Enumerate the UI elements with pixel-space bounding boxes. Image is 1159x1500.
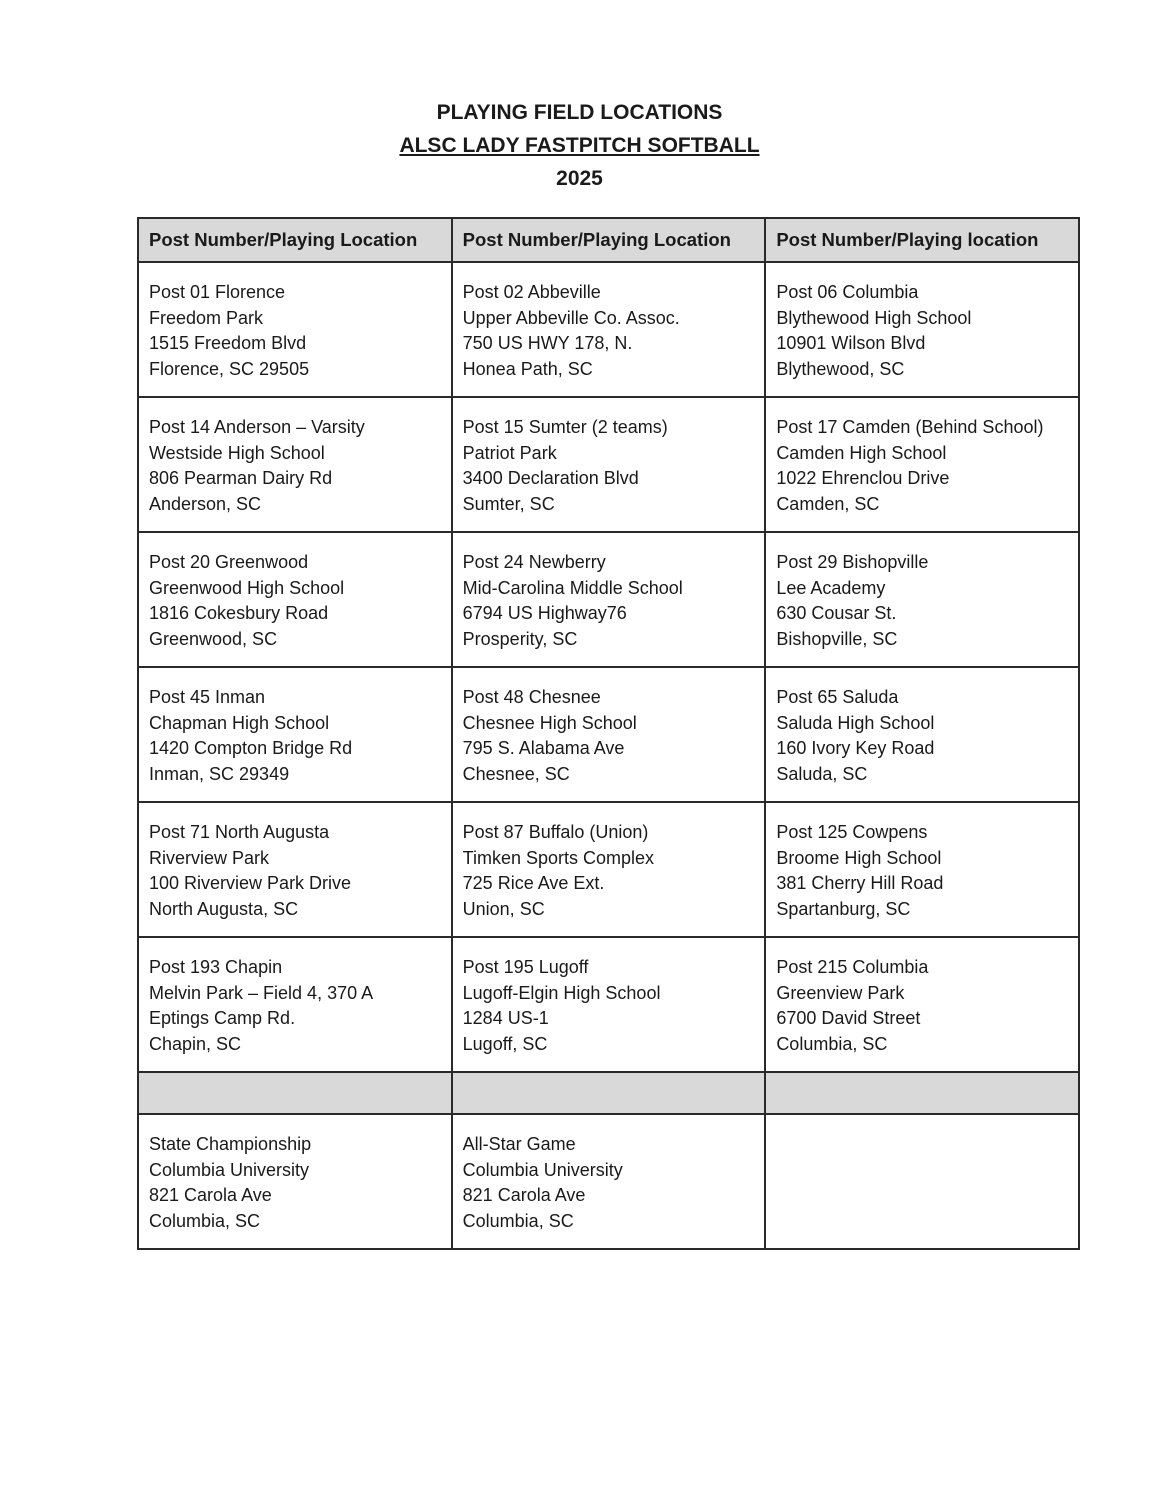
location-line: 750 US HWY 178, N. (462, 333, 633, 353)
location-line: 821 Carola Ave (149, 1185, 272, 1205)
location-line: Chesnee, SC (462, 763, 570, 784)
location-cell (452, 667, 766, 802)
location-line: Post 125 Cowpens (776, 822, 928, 842)
location-line: Post 48 Chesnee (462, 687, 601, 707)
table-row (138, 937, 1079, 1072)
location-line: Columbia University (462, 1159, 623, 1180)
location-line: 821 Carola Ave (462, 1185, 586, 1205)
table-row (138, 262, 1079, 397)
location-line: Columbia, SC (776, 1033, 888, 1054)
location-line: Upper Abbeville Co. Assoc. (462, 307, 680, 328)
location-line: Union, SC (462, 898, 545, 919)
location-cell (765, 262, 1079, 397)
column-header: Post Number/Playing Location (138, 218, 452, 262)
location-line: 10901 Wilson Blvd (776, 333, 926, 353)
location-line: Chapin, SC (149, 1033, 242, 1054)
location-line: Columbia, SC (462, 1210, 574, 1231)
table-row (138, 802, 1079, 937)
location-line: Post 01 Florence (149, 282, 286, 302)
location-line: Blythewood, SC (776, 358, 905, 379)
location-line: Post 24 Newberry (462, 552, 606, 572)
location-line: 160 Ivory Key Road (776, 738, 935, 758)
location-line: 100 Riverview Park Drive (149, 873, 352, 893)
location-cell (452, 397, 766, 532)
location-cell (452, 802, 766, 937)
document-title (0, 96, 1159, 195)
location-line: Riverview Park (149, 847, 270, 868)
location-line: 725 Rice Ave Ext. (462, 873, 605, 893)
location-line: 1420 Compton Bridge Rd (149, 738, 353, 758)
location-line: Post 195 Lugoff (462, 957, 589, 977)
location-line: Columbia, SC (149, 1210, 261, 1231)
location-line: Melvin Park – Field 4, 370 A (149, 982, 374, 1003)
location-line: Broome High School (776, 847, 942, 868)
location-line: 6700 David Street (776, 1008, 921, 1028)
location-cell (765, 802, 1079, 937)
location-line: 3400 Declaration Blvd (462, 468, 639, 488)
location-line: Greenview Park (776, 982, 905, 1003)
location-line: 630 Cousar St. (776, 603, 897, 623)
location-line: Timken Sports Complex (462, 847, 655, 868)
location-line: Westside High School (149, 442, 325, 463)
location-cell (765, 397, 1079, 532)
location-cell (452, 1114, 766, 1249)
location-line: State Championship (149, 1134, 312, 1154)
location-cell (138, 1114, 452, 1249)
location-line: Blythewood High School (776, 307, 972, 328)
title-line-1: PLAYING FIELD LOCATIONS (436, 101, 723, 124)
location-line: Post 193 Chapin (149, 957, 283, 977)
location-line: Post 20 Greenwood (149, 552, 309, 572)
location-line: Eptings Camp Rd. (149, 1008, 296, 1028)
location-cell (765, 937, 1079, 1072)
location-line: 1022 Ehrenclou Drive (776, 468, 950, 488)
location-line: Anderson, SC (149, 493, 262, 514)
location-line: Post 215 Columbia (776, 957, 929, 977)
location-line: Chapman High School (149, 712, 330, 733)
location-line: Lee Academy (776, 577, 886, 598)
location-line: North Augusta, SC (149, 898, 299, 919)
location-line: Post 14 Anderson – Varsity (149, 417, 365, 437)
location-line: Saluda High School (776, 712, 935, 733)
location-line: Post 15 Sumter (2 teams) (462, 417, 668, 437)
location-cell (138, 262, 452, 397)
location-line: 1284 US-1 (462, 1008, 549, 1028)
spacer-cell (452, 1072, 766, 1114)
table-row (138, 667, 1079, 802)
spacer-cell (138, 1072, 452, 1114)
location-cell (765, 1114, 1079, 1249)
location-line: All-Star Game (462, 1134, 576, 1154)
location-cell (138, 397, 452, 532)
table-row (138, 397, 1079, 532)
location-line: Post 29 Bishopville (776, 552, 929, 572)
location-line: Lugoff-Elgin High School (462, 982, 661, 1003)
location-cell (138, 532, 452, 667)
location-line: Post 17 Camden (Behind School) (776, 417, 1044, 437)
location-line: Inman, SC 29349 (149, 763, 290, 784)
location-line: Post 87 Buffalo (Union) (462, 822, 649, 842)
location-line: 381 Cherry Hill Road (776, 873, 944, 893)
column-header: Post Number/Playing location (765, 218, 1079, 262)
location-line: Sumter, SC (462, 493, 555, 514)
title-line-3: 2025 (556, 167, 603, 190)
location-cell (452, 937, 766, 1072)
location-cell (138, 802, 452, 937)
location-cell (138, 937, 452, 1072)
location-line: Post 45 Inman (149, 687, 266, 707)
table-body (138, 262, 1079, 1249)
location-line: Post 65 Saluda (776, 687, 899, 707)
location-line: Mid-Carolina Middle School (462, 577, 683, 598)
location-line: Camden High School (776, 442, 947, 463)
location-line: Chesnee High School (462, 712, 637, 733)
location-line: Camden, SC (776, 493, 880, 514)
location-line: Spartanburg, SC (776, 898, 911, 919)
locations-table (137, 217, 1080, 1250)
location-line: Honea Path, SC (462, 358, 593, 379)
location-cell (765, 667, 1079, 802)
location-line: Florence, SC 29505 (149, 358, 310, 379)
location-line: 1515 Freedom Blvd (149, 333, 307, 353)
location-line: 6794 US Highway76 (462, 603, 627, 623)
location-line: 806 Pearman Dairy Rd (149, 468, 333, 488)
header-row (138, 218, 1079, 262)
location-line: Columbia University (149, 1159, 310, 1180)
spacer-cell (765, 1072, 1079, 1114)
location-line: Patriot Park (462, 442, 557, 463)
location-cell (452, 262, 766, 397)
location-line: Post 71 North Augusta (149, 822, 330, 842)
location-line: Prosperity, SC (462, 628, 578, 649)
location-line: 1816 Cokesbury Road (149, 603, 329, 623)
location-line: Greenwood, SC (149, 628, 278, 649)
location-cell (138, 667, 452, 802)
location-line: Bishopville, SC (776, 628, 898, 649)
location-line: Post 06 Columbia (776, 282, 919, 302)
location-line: Saluda, SC (776, 763, 868, 784)
championship-row (138, 1114, 1079, 1249)
location-line: 795 S. Alabama Ave (462, 738, 625, 758)
title-line-2: ALSC LADY FASTPITCH SOFTBALL (399, 134, 760, 157)
spacer-row (138, 1072, 1079, 1114)
location-cell (765, 532, 1079, 667)
location-line: Lugoff, SC (462, 1033, 548, 1054)
column-header: Post Number/Playing Location (452, 218, 766, 262)
location-cell (452, 532, 766, 667)
table-row (138, 532, 1079, 667)
location-line: Post 02 Abbeville (462, 282, 601, 302)
location-line: Freedom Park (149, 307, 264, 328)
location-line: Greenwood High School (149, 577, 345, 598)
